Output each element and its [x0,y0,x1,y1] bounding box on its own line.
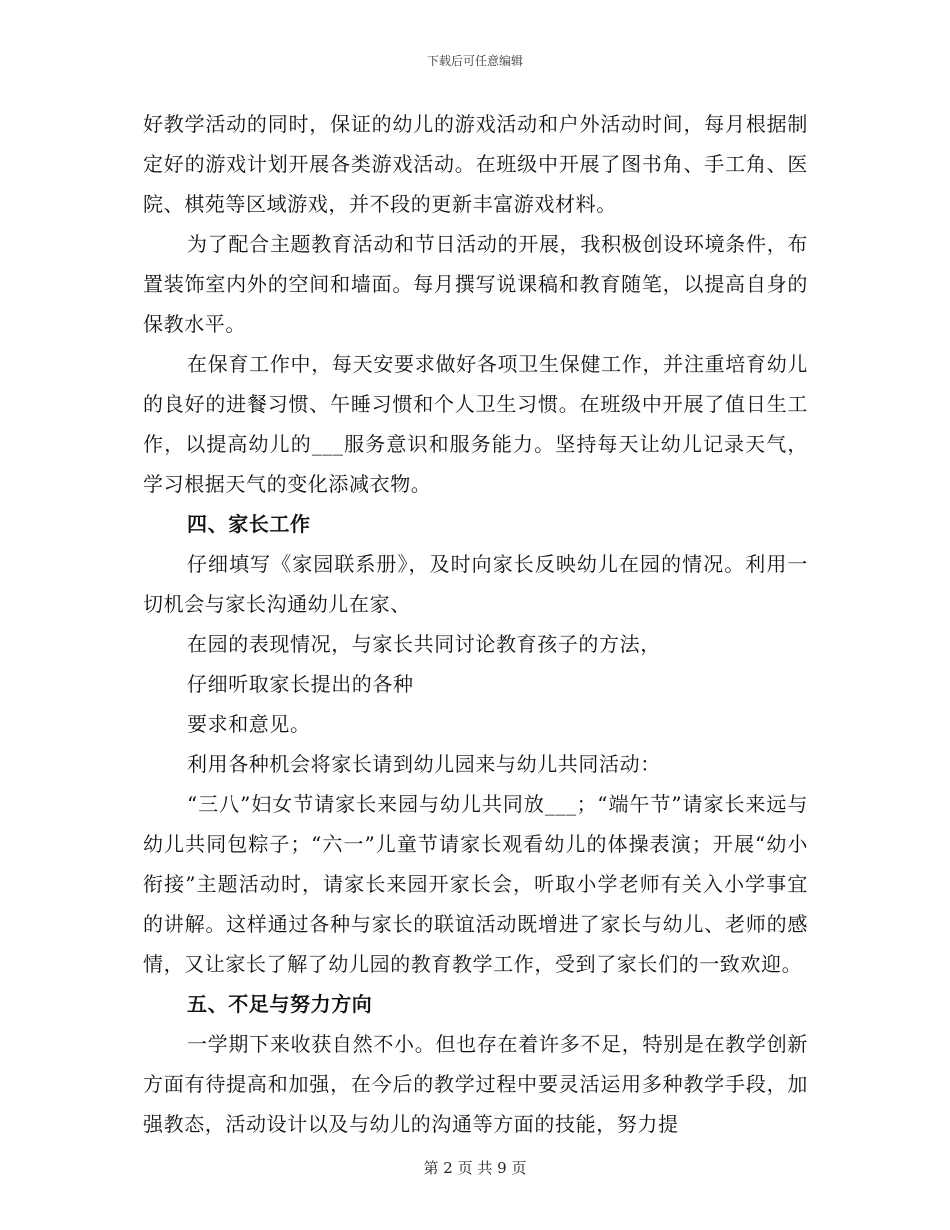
document-body [143,104,808,1144]
paragraph-parent-requests: 要求和意见。 [187,712,311,736]
paragraph-care-work: 在保育工作中，每天安要求做好各项卫生保健工作，并注重培育幼儿的良好的进餐习惯、午睡习惯和个人卫生习惯。在班级中开展了值日生工作，以提高幼儿的___服务意识和服务能力。坚持每天让幼儿记录天气，学习根据天气的变化添减衣物。 [143,352,808,496]
paragraph-shortcomings: 一学期下来收获自然不小。但也存在着许多不足，特别是在教学创新方面有待提高和加强，在今后的教学过程中要灵活运用多种教学手段，加强教态，活动设计以及与幼儿的沟通等方面的技能，努力提 [143,1032,808,1136]
paragraph-parent-activities: “三八”妇女节请家长来园与幼儿共同放___；“端午节”请家长来远与幼儿共同包粽子；“六一”儿童节请家长观看幼儿的体操表演；开展“幼小衔接”主题活动时，请家长来园开家长会，听取小学老师有关入小学事宜的讲解。这样通过各种与家长的联谊活动既增进了家长与幼儿、老师的感情，又让家长了解了幼儿园的教育教学工作，受到了家长们的一致欢迎。 [143,792,808,976]
section-heading-parents: 四、家长工作 [187,512,311,536]
paragraph-parent-discussion: 在园的表现情况，与家长共同讨论教育孩子的方法， [187,632,661,656]
paragraph-games: 好教学活动的同时，保证的幼儿的游戏活动和户外活动时间，每月根据制定好的游戏计划开展各类游戏活动。在班级中开展了图书角、手工角、医院、棋苑等区域游戏，并不段的更新丰富游戏材料。 [143,112,808,216]
paragraph-parent-invite: 利用各种机会将家长请到幼儿园来与幼儿共同活动： [187,752,661,776]
paragraph-parent-listen: 仔细听取家长提出的各种 [187,672,414,696]
section-heading-shortcomings: 五、不足与努力方向 [187,992,373,1016]
paragraph-parent-contact: 仔细填写《家园联系册》，及时向家长反映幼儿在园的情况。利用一切机会与家长沟通幼儿在家、 [143,552,808,616]
page-header-note: 下载后可任意编辑 [426,54,523,68]
paragraph-environment: 为了配合主题教育活动和节日活动的开展，我积极创设环境条件，布置装饰室内外的空间和墙面。每月撰写说课稿和教育随笔，以提高自身的保教水平。 [143,232,808,336]
page-number: 第 2 页 共 9 页 [423,1159,527,1177]
